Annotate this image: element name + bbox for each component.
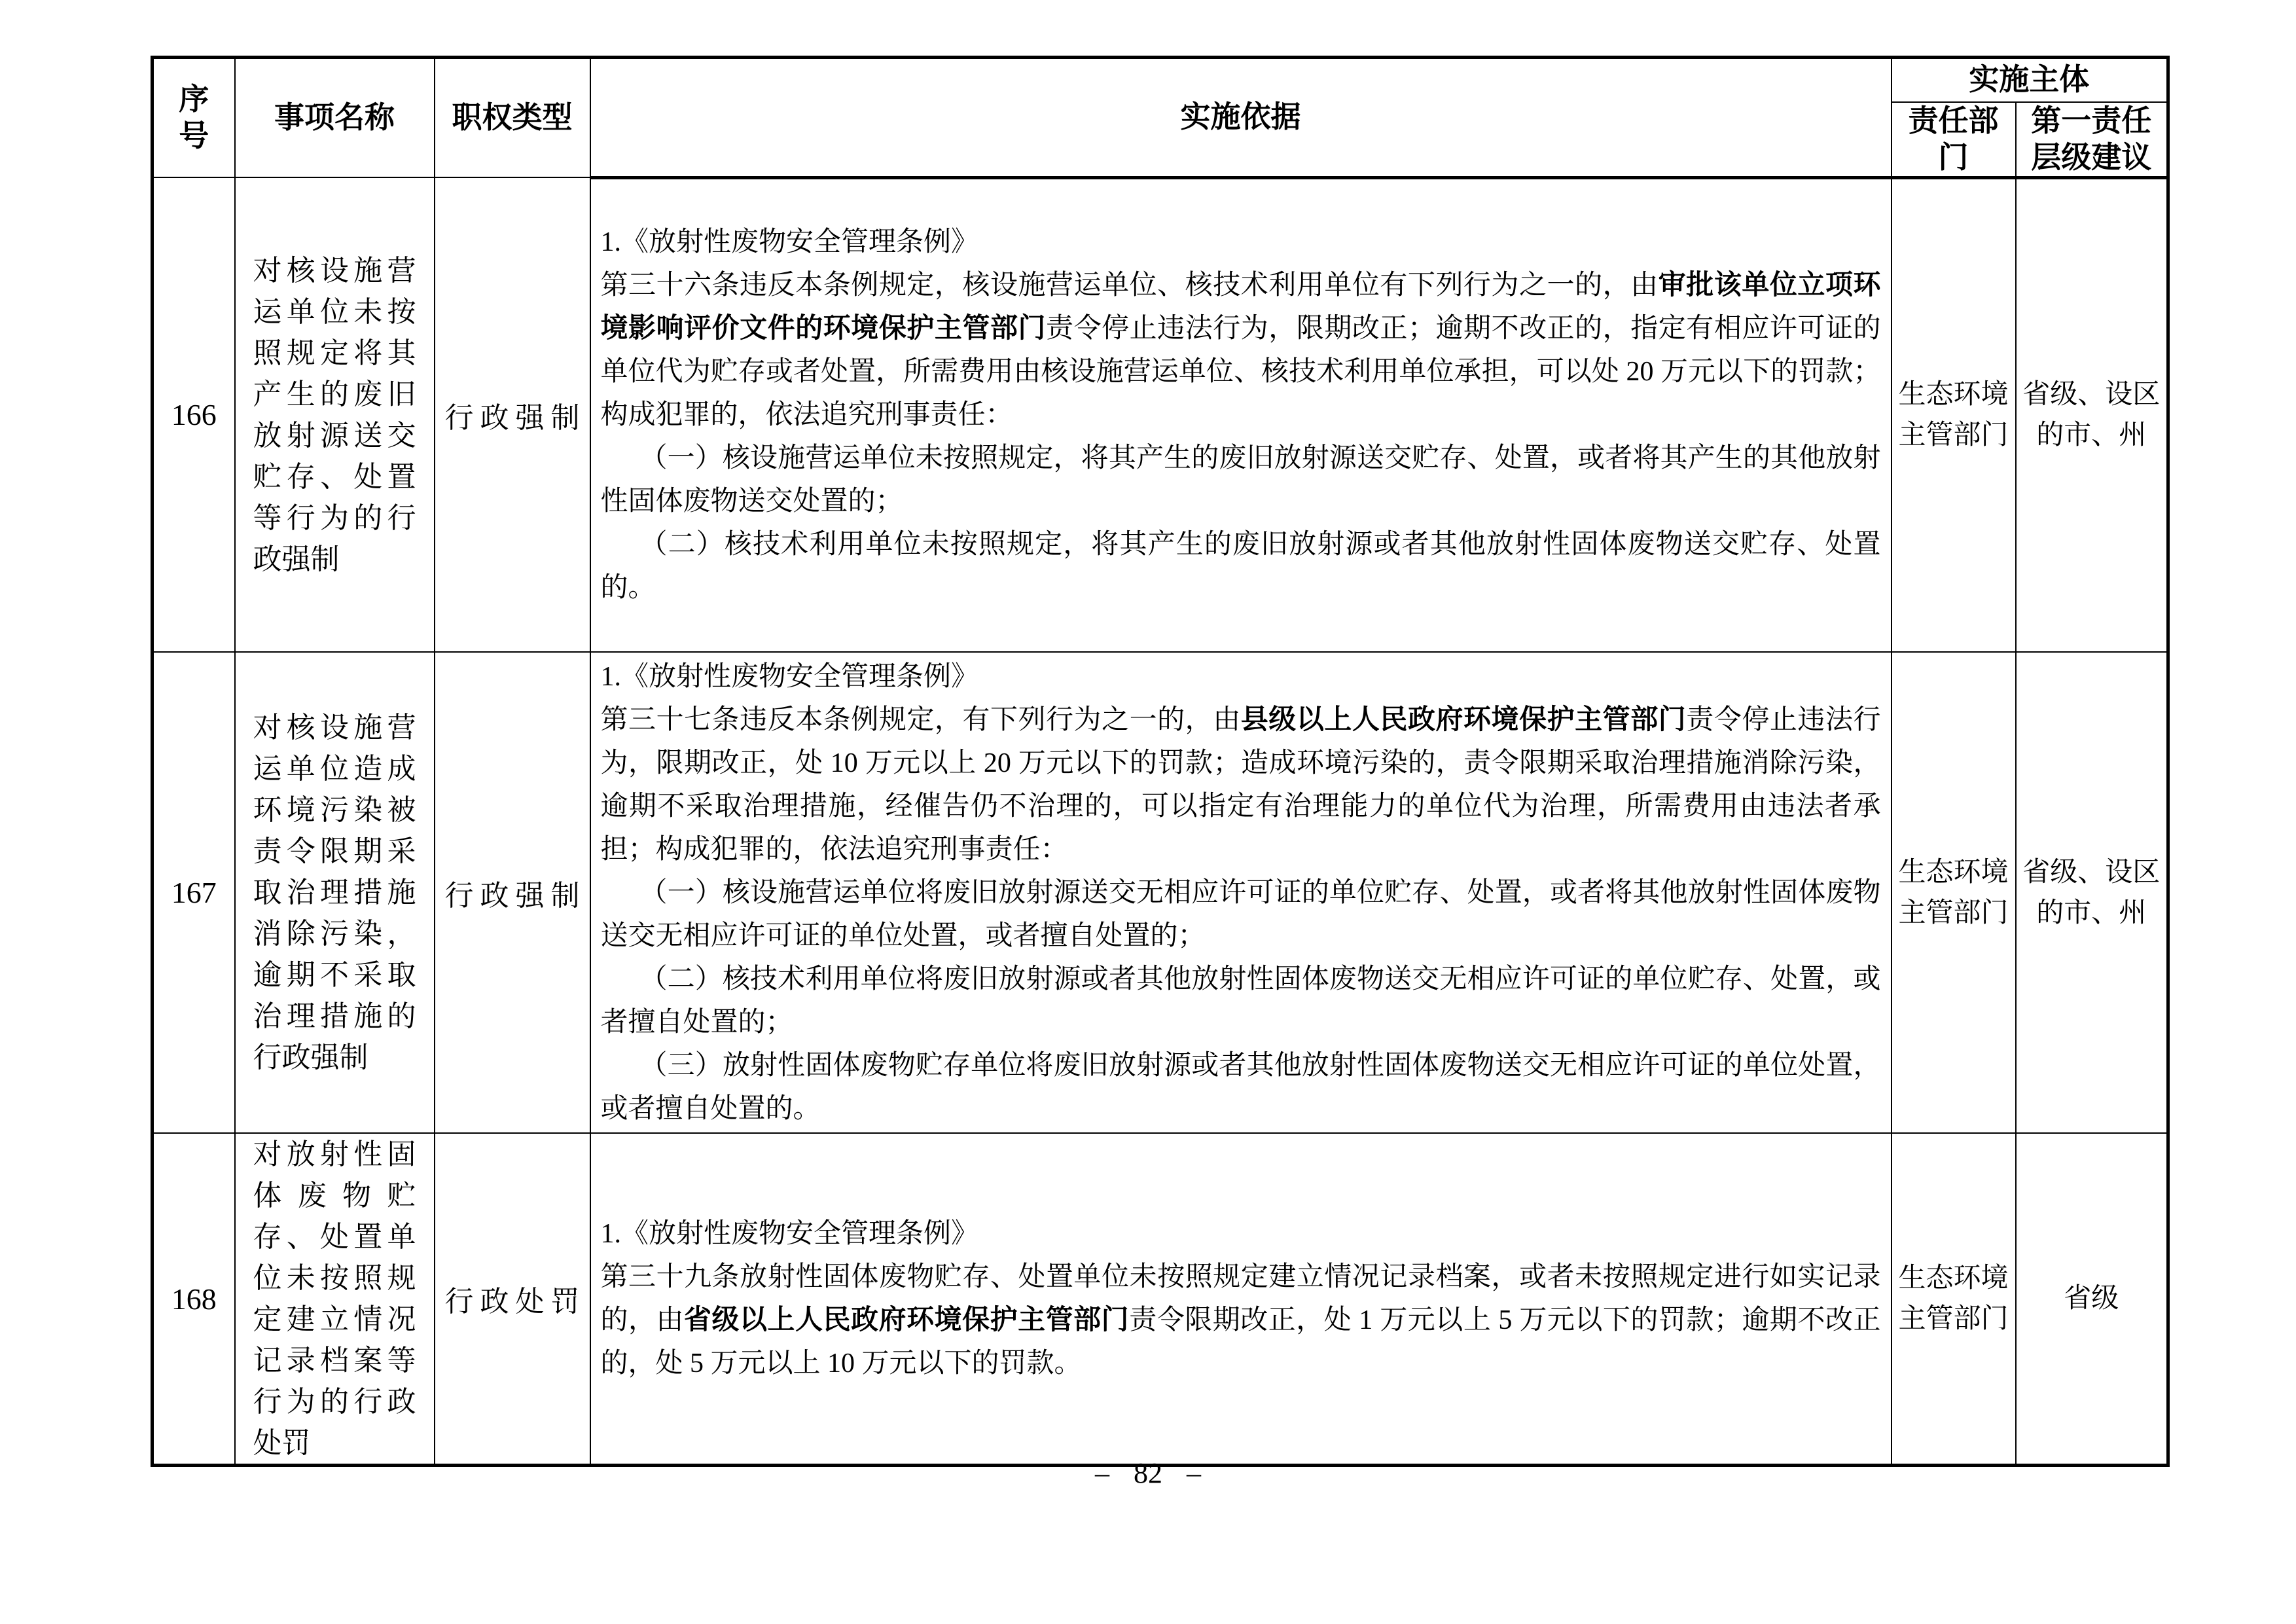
basis-cell [590, 1133, 1892, 1466]
basis-bold-text: 省级以上人民政府环境保护主管部门 [684, 1305, 1130, 1335]
basis-text: 第三十六条违反本条例规定，核设施营运单位、核技术利用单位有下列行为之一的，由 [600, 270, 1659, 301]
level-cell: 省级、设区的市、州 [2016, 652, 2168, 1133]
level-cell: 省级 [2016, 1133, 2168, 1466]
basis-text: （一）核设施营运单位将废旧放射源送交无相应许可证的单位贮存、处置，或者将其他放射性固体废物送交无相应许可证的单位处置，或者擅自处置的； [600, 877, 1881, 951]
header-col-level: 第一责任层级建议 [2016, 102, 2168, 178]
basis-text: （一）核设施营运单位未按照规定，将其产生的废旧放射源送交贮存、处置，或者将其产生的其他放射性固体废物送交处置的； [600, 443, 1881, 517]
basis-text: 责令停止违法行为，限期改正，处 10 万元以上 20 万元以下的罚款；造成环境污染的，责令限期采取治理措施消除污染，逾期不采取治理措施，经催告仍不治理的，可以指定有治理能力的单位代为治理，所需费用由违法者承担；构成犯罪的，依法追究刑事责任： [600, 704, 1881, 865]
page-number: – 82 – [1095, 1457, 1201, 1489]
item-name-cell: 对放射性固体废物贮存、处置单位未按照规定建立情况记录档案等行为的行政处罚 [235, 1133, 435, 1466]
header-col-no [152, 58, 235, 178]
basis-text: （二）核技术利用单位将废旧放射源或者其他放射性固体废物送交无相应许可证的单位贮存、处置，或者擅自处置的； [600, 964, 1881, 1038]
basis-paragraph [601, 437, 1881, 523]
item-name-cell: 对核设施营运单位造成环境污染被责令限期采取治理措施消除污染，逾期不采取治理措施的行政强制 [235, 652, 435, 1133]
basis-paragraph [601, 523, 1881, 609]
row-no-cell: 168 [152, 1133, 235, 1466]
header-col-subject: 实施主体 [1892, 58, 2168, 102]
basis-paragraph [601, 1044, 1881, 1130]
level-cell: 省级、设区的市、州 [2016, 177, 2168, 652]
basis-cell [590, 652, 1892, 1133]
basis-text: 责令限期改正，处 1 万元以上 5 万元以下的罚款；逾期不改正的，处 5 万元以上 10 万元以下的罚款。 [600, 1305, 1881, 1379]
header-col-basis: 实施依据 [590, 58, 1892, 178]
table-row [152, 177, 2168, 652]
row-no-cell: 166 [152, 177, 235, 652]
table-body [152, 177, 2168, 1466]
row-no-cell: 167 [152, 652, 235, 1133]
basis-paragraph [601, 958, 1881, 1044]
basis-cell [590, 177, 1892, 652]
authority-type-cell: 行政强制 [435, 177, 590, 652]
dept-cell: 生态环境主管部门 [1892, 177, 2016, 652]
basis-paragraph [601, 221, 1881, 264]
basis-text: （二）核技术利用单位未按照规定，将其产生的废旧放射源或者其他放射性固体废物送交贮存、处置的。 [600, 530, 1881, 604]
header-col-dept: 责任部门 [1892, 102, 2016, 178]
basis-paragraph [601, 698, 1881, 871]
basis-bold-text: 审批该单位立项环境影响评价文件的环境保护主管部门 [600, 270, 1881, 344]
authority-type-cell: 行政处罚 [435, 1133, 590, 1466]
basis-bold-text: 县级以上人民政府环境保护主管部门 [1240, 704, 1687, 735]
basis-text: 责令停止违法行为，限期改正；逾期不改正的，指定有相应许可证的单位代为贮存或者处置，所需费用由核设施营运单位、核技术利用单位承担，可以处 20 万元以下的罚款；构成犯罪的，依法追究刑事责任： [600, 314, 1881, 431]
basis-text: 1.《放射性废物安全管理条例》 [600, 661, 979, 692]
basis-paragraph [601, 1212, 1881, 1255]
header-col-item: 事项名称 [235, 58, 435, 178]
basis-text: 第三十九条放射性固体废物贮存、处置单位未按照规定建立情况记录档案，或者未按照规定进行如实记录的，由 [600, 1262, 1881, 1335]
table-row [152, 1133, 2168, 1466]
basis-paragraph [601, 655, 1881, 698]
basis-text: 1.《放射性废物安全管理条例》 [600, 227, 979, 258]
table-row [152, 652, 2168, 1133]
authority-type-cell: 行政强制 [435, 652, 590, 1133]
basis-text: （三）放射性固体废物贮存单位将废旧放射源或者其他放射性固体废物送交无相应许可证的单位处置，或者擅自处置的。 [600, 1050, 1881, 1124]
basis-text: 第三十七条违反本条例规定，有下列行为之一的，由 [600, 704, 1241, 735]
header-col-no-label: 序号 [179, 82, 209, 153]
basis-paragraph [601, 871, 1881, 958]
basis-paragraph [601, 1255, 1881, 1385]
basis-text: 1.《放射性废物安全管理条例》 [600, 1219, 979, 1249]
basis-paragraph [601, 264, 1881, 437]
header-col-type: 职权类型 [435, 58, 590, 178]
dept-cell: 生态环境主管部门 [1892, 1133, 2016, 1466]
item-name-cell: 对核设施营运单位未按照规定将其产生的废旧放射源送交贮存、处置等行为的行政强制 [235, 177, 435, 652]
power-list-table [151, 56, 2170, 1467]
table-header [152, 58, 2168, 178]
dept-cell: 生态环境主管部门 [1892, 652, 2016, 1133]
